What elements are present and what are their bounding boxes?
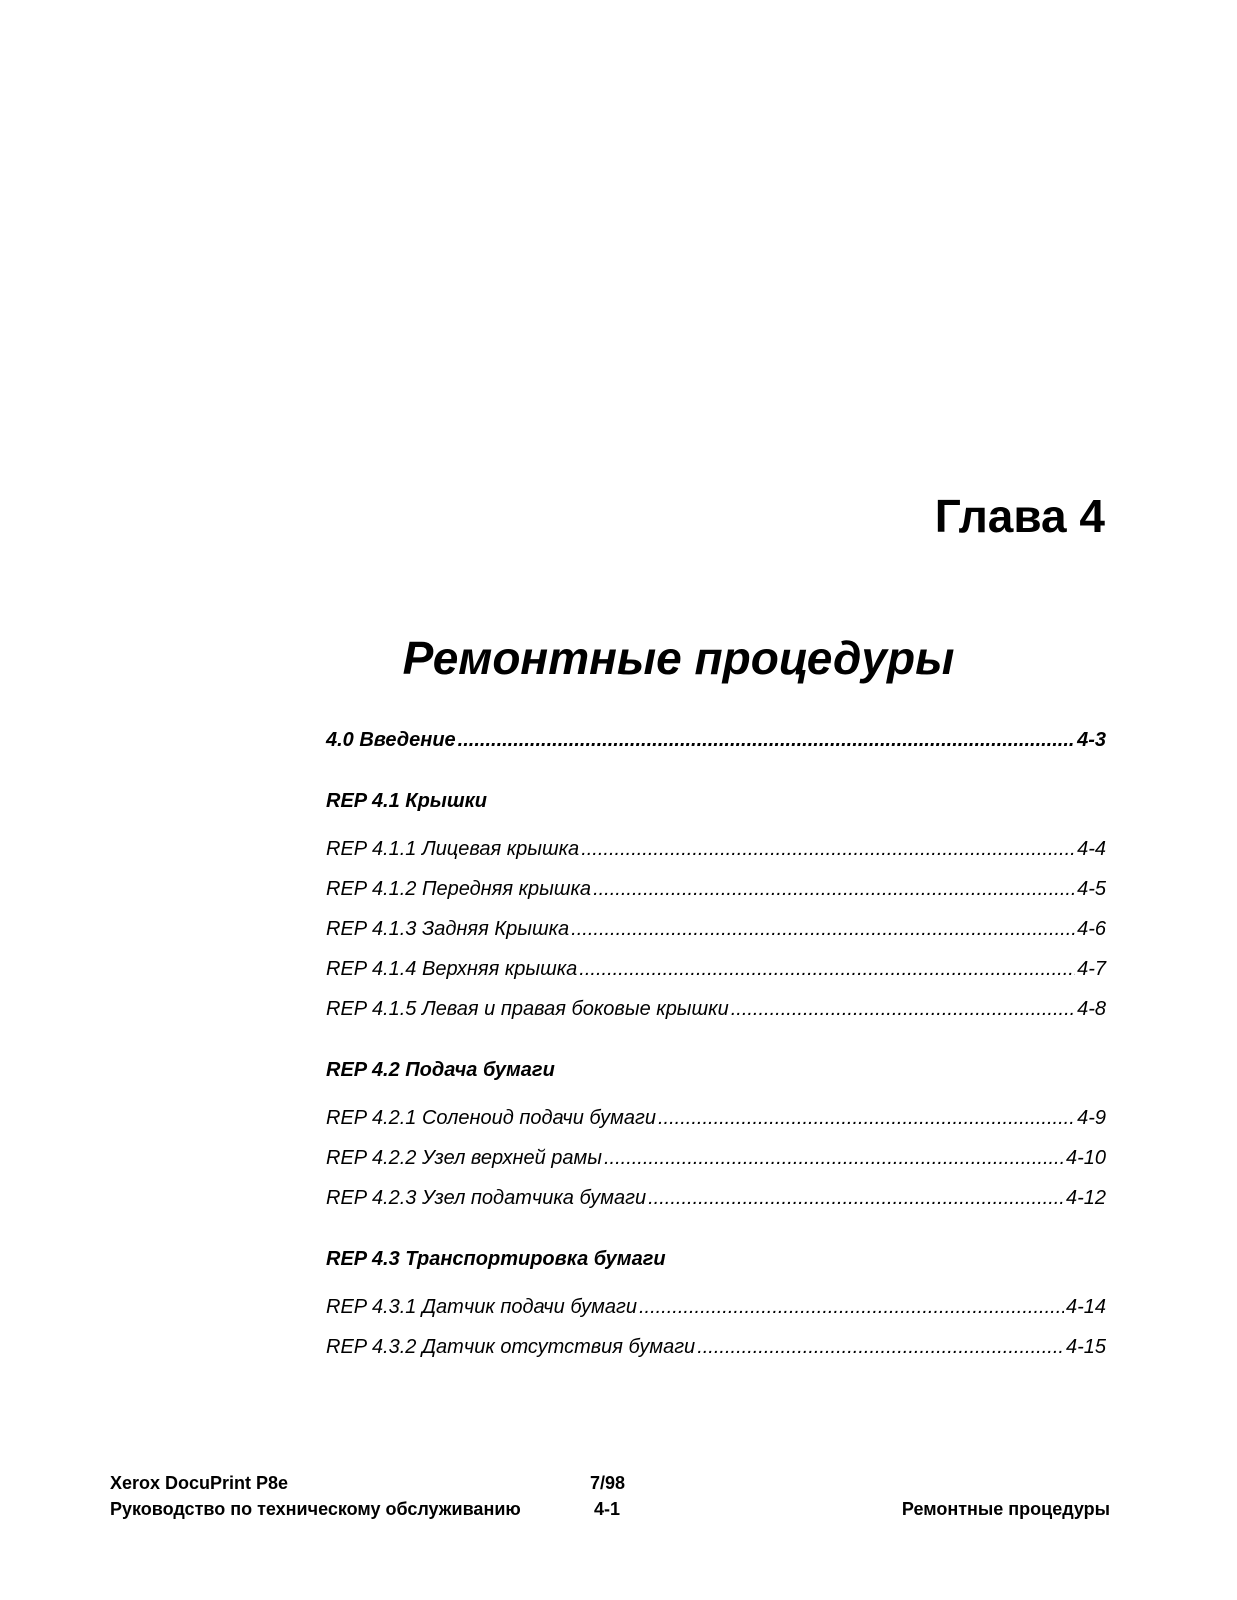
toc-entry[interactable]	[326, 875, 1106, 903]
footer-section-title: Ремонтные процедуры	[901, 1499, 1110, 1519]
toc-entry-label: REP 4.3.2 Датчик отсутствия бумаги	[326, 1336, 696, 1358]
toc-entry-intro[interactable]	[326, 726, 1106, 754]
toc-entry-label: 4.0 Введение	[326, 729, 456, 751]
toc-entry[interactable]	[326, 1144, 1106, 1172]
toc-entry-label: REP 4.1.4 Верхняя крышка	[326, 958, 578, 980]
chapter-title: Ремонтные процедуры	[402, 632, 955, 684]
footer-page-number: 4-1	[594, 1499, 621, 1519]
dot-leader	[458, 726, 1075, 754]
toc-entry-page: 4-12	[1065, 1187, 1106, 1209]
chapter-number: Глава 4	[934, 490, 1105, 542]
footer-manual-title: Руководство по техническому обслуживанию	[110, 1499, 521, 1519]
dot-leader	[604, 1144, 1064, 1172]
toc-entry-page: 4-7	[1077, 958, 1106, 980]
dot-leader	[648, 1184, 1064, 1212]
footer-date: 7/98	[590, 1473, 626, 1493]
page-footer	[110, 1470, 1110, 1522]
toc-section-heading: REP 4.1 Крышки	[326, 790, 488, 812]
toc-entry-label: REP 4.2.1 Соленоид подачи бумаги	[326, 1107, 656, 1129]
toc-entry-page: 4-3	[1077, 729, 1106, 751]
footer-product: Xerox DocuPrint P8e	[110, 1473, 289, 1493]
toc-entry-page: 4-8	[1077, 998, 1106, 1020]
dot-leader	[639, 1293, 1064, 1321]
dot-leader	[571, 915, 1075, 943]
toc-entry[interactable]	[326, 955, 1106, 983]
toc-section-heading: REP 4.3 Транспортировка бумаги	[326, 1248, 666, 1270]
toc-entry-label: REP 4.1.1 Лицевая крышка	[326, 838, 580, 860]
dot-leader	[581, 835, 1075, 863]
toc-entry[interactable]	[326, 1333, 1106, 1361]
toc-entry[interactable]	[326, 1104, 1106, 1132]
toc-entry-label: REP 4.1.3 Задняя Крышка	[326, 918, 570, 940]
toc-entry-label: REP 4.2.2 Узел верхней рамы	[326, 1147, 602, 1169]
toc-entry-label: REP 4.1.5 Левая и правая боковые крышки	[326, 998, 729, 1020]
toc-entry-label: REP 4.3.1 Датчик подачи бумаги	[326, 1296, 637, 1318]
dot-leader	[731, 995, 1075, 1023]
dot-leader	[593, 875, 1075, 903]
dot-leader	[658, 1104, 1075, 1132]
table-of-contents	[326, 726, 1106, 1373]
toc-entry[interactable]	[326, 1184, 1106, 1212]
toc-entry[interactable]	[326, 995, 1106, 1023]
toc-entry-page: 4-4	[1077, 838, 1106, 860]
dot-leader	[579, 955, 1075, 983]
toc-entry-page: 4-6	[1077, 918, 1106, 940]
toc-entry[interactable]	[326, 835, 1106, 863]
toc-entry-label: REP 4.2.3 Узел податчика бумаги	[326, 1187, 647, 1209]
dot-leader	[697, 1333, 1064, 1361]
toc-entry-page: 4-10	[1065, 1147, 1106, 1169]
toc-entry-page: 4-9	[1077, 1107, 1106, 1129]
toc-entry[interactable]	[326, 915, 1106, 943]
toc-entry[interactable]	[326, 1293, 1106, 1321]
toc-entry-page: 4-14	[1065, 1296, 1106, 1318]
toc-entry-page: 4-15	[1065, 1336, 1106, 1358]
toc-entry-label: REP 4.1.2 Передняя крышка	[326, 878, 592, 900]
toc-section-heading: REP 4.2 Подача бумаги	[326, 1059, 555, 1081]
toc-entry-page: 4-5	[1077, 878, 1106, 900]
